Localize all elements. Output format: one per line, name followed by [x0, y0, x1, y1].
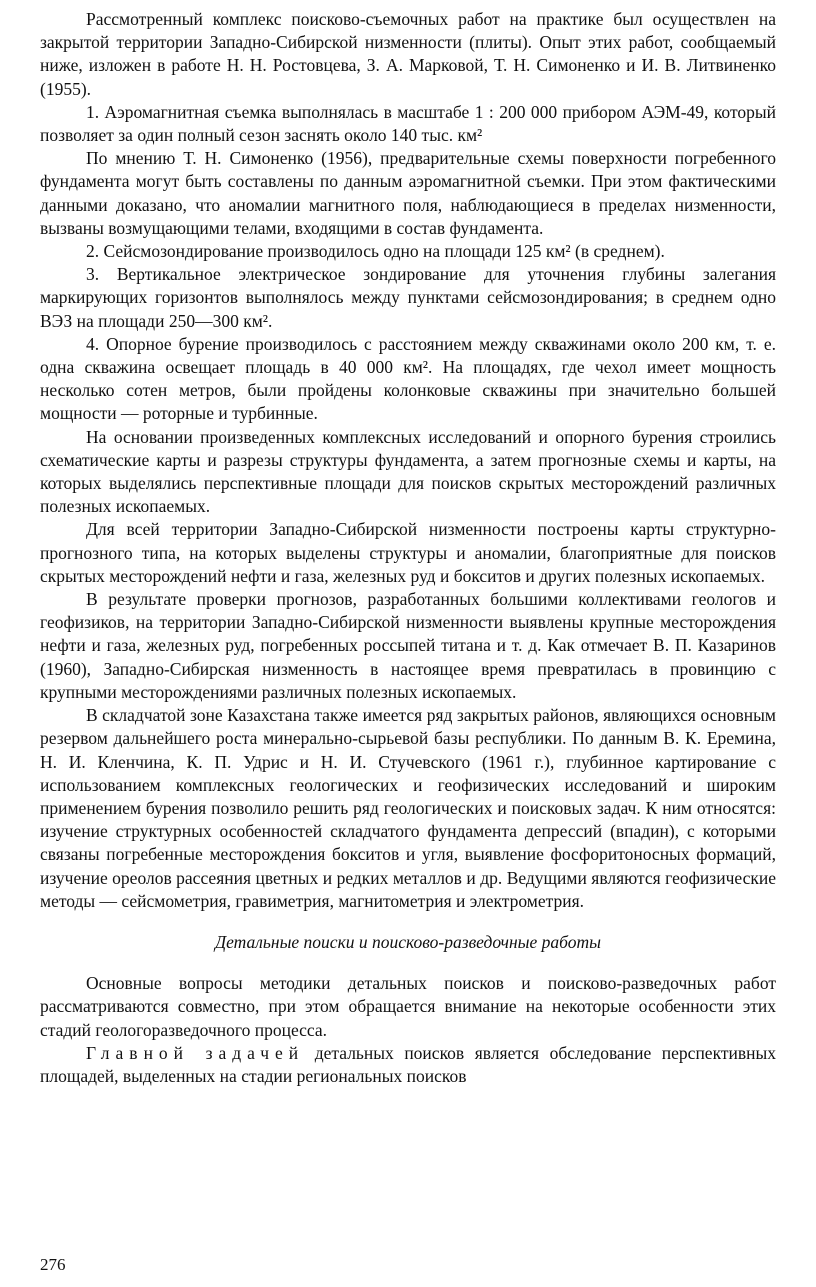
- paragraph: В результате проверки прогнозов, разработанных большими коллективами геологов и геофизиков, на территории Западно-Сибирской низменности выявлены крупные месторождения нефти и газа, железных руд, погребенных россыпей титана и т. д. Как отмечает В. П. Казаринов (1960), Западно-Сибирская низменность в настоящее время превратилась в провинцию с крупными месторождениями различных полезных ископаемых.: [40, 589, 776, 702]
- page-number: 276: [40, 1255, 66, 1274]
- paragraph: [40, 1042, 776, 1088]
- paragraph: Рассмотренный комплекс поисково-съемочных работ на практике был осуществлен на закрытой территории Западно-Сибирской низменности (плиты). Опыт этих работ, сообщаемый ниже, изложен в работе Н. Н. Ростовцева, З. А. Марковой, Т. Н. Симоненко и И. В. Литвиненко (1955).: [40, 9, 776, 99]
- paragraph: 3. Вертикальное электрическое зондирование для уточнения глубины залегания маркирующих горизонтов выполнялось между пунктами сейсмозондирования; в среднем одно ВЭЗ на площади 250—300 км².: [40, 264, 776, 331]
- paragraph: На основании произведенных комплексных исследований и опорного бурения строились схематические карты и разрезы структуры фундамента, а затем прогнозные схемы и карты, на которых выделялись перспективные площади для поисков скрытых месторождений различных полезных ископаемых.: [40, 426, 776, 517]
- paragraph: Для всей территории Западно-Сибирской низменности построены карты структурно-прогнозного типа, на которых выделены структуры и аномалии, благоприятные для поисков скрытых месторождений нефти и газа, железных руд и бокситов и других полезных ископаемых.: [40, 519, 776, 586]
- section-heading: Детальные поиски и поисково-разведочные работы: [215, 931, 601, 952]
- paragraph: 4. Опорное бурение производилось с расстоянием между скважинами около 200 км, т. е. одна скважина освещает площадь в 40 000 км². На площадях, где чехол имеет мощность несколько сотен метров, были пройдены колонковые скважины при значительно большей мощности — роторные и турбинные.: [40, 333, 776, 424]
- page-body: [40, 8, 776, 1088]
- paragraph-text: детальных поисков является обследование перспективных площадей, выделенных на стадии региональных поисков: [40, 1042, 776, 1086]
- paragraph: По мнению Т. Н. Симоненко (1956), предварительные схемы поверхности погребенного фундамента могут быть составлены по данным аэромагнитной съемки. При этом фактическими данными доказано, что аномалии магнитного поля, наблюдающиеся в пределах низменности, вызваны возмущающими телами, входящими в состав фундамента.: [40, 148, 776, 238]
- paragraph: В складчатой зоне Казахстана также имеется ряд закрытых районов, являющихся основным резервом дальнейшего роста минерально-сырьевой базы республики. По данным В. К. Еремина, Н. И. Кленчина, К. П. Удрис и Н. И. Стучевского (1961 г.), глубинное картирование с использованием комплексных геологических и геофизических исследований и широким применением бурения позволило решить ряд геологических и поисковых задач. К ним относятся: изучение структурных особенностей складчатого фундамента депрессий (впадин), с которыми связаны погребенные месторождения бокситов и угля, выявление фосфоритоносных формаций, изучение ореолов рассеяния цветных и редких металлов и др. Ведущими являются геофизические методы — сейсмометрия, гравиметрия, магнитометрия и электрометрия.: [40, 705, 776, 911]
- paragraph: 2. Сейсмозондирование производилось одно на площади 125 км² (в среднем).: [86, 241, 665, 262]
- spaced-emphasis: Главной задачей: [86, 1042, 305, 1063]
- paragraph: Основные вопросы методики детальных поисков и поисково-разведочных работ рассматриваются совместно, при этом обращается внимание на некоторые особенности этих стадий геологоразведочного процесса.: [40, 973, 776, 1040]
- paragraph: 1. Аэромагнитная съемка выполнялась в масштабе 1 : 200 000 прибором АЭМ-49, который позволяет за один полный сезон заснять около 140 тыс. км²: [40, 101, 776, 146]
